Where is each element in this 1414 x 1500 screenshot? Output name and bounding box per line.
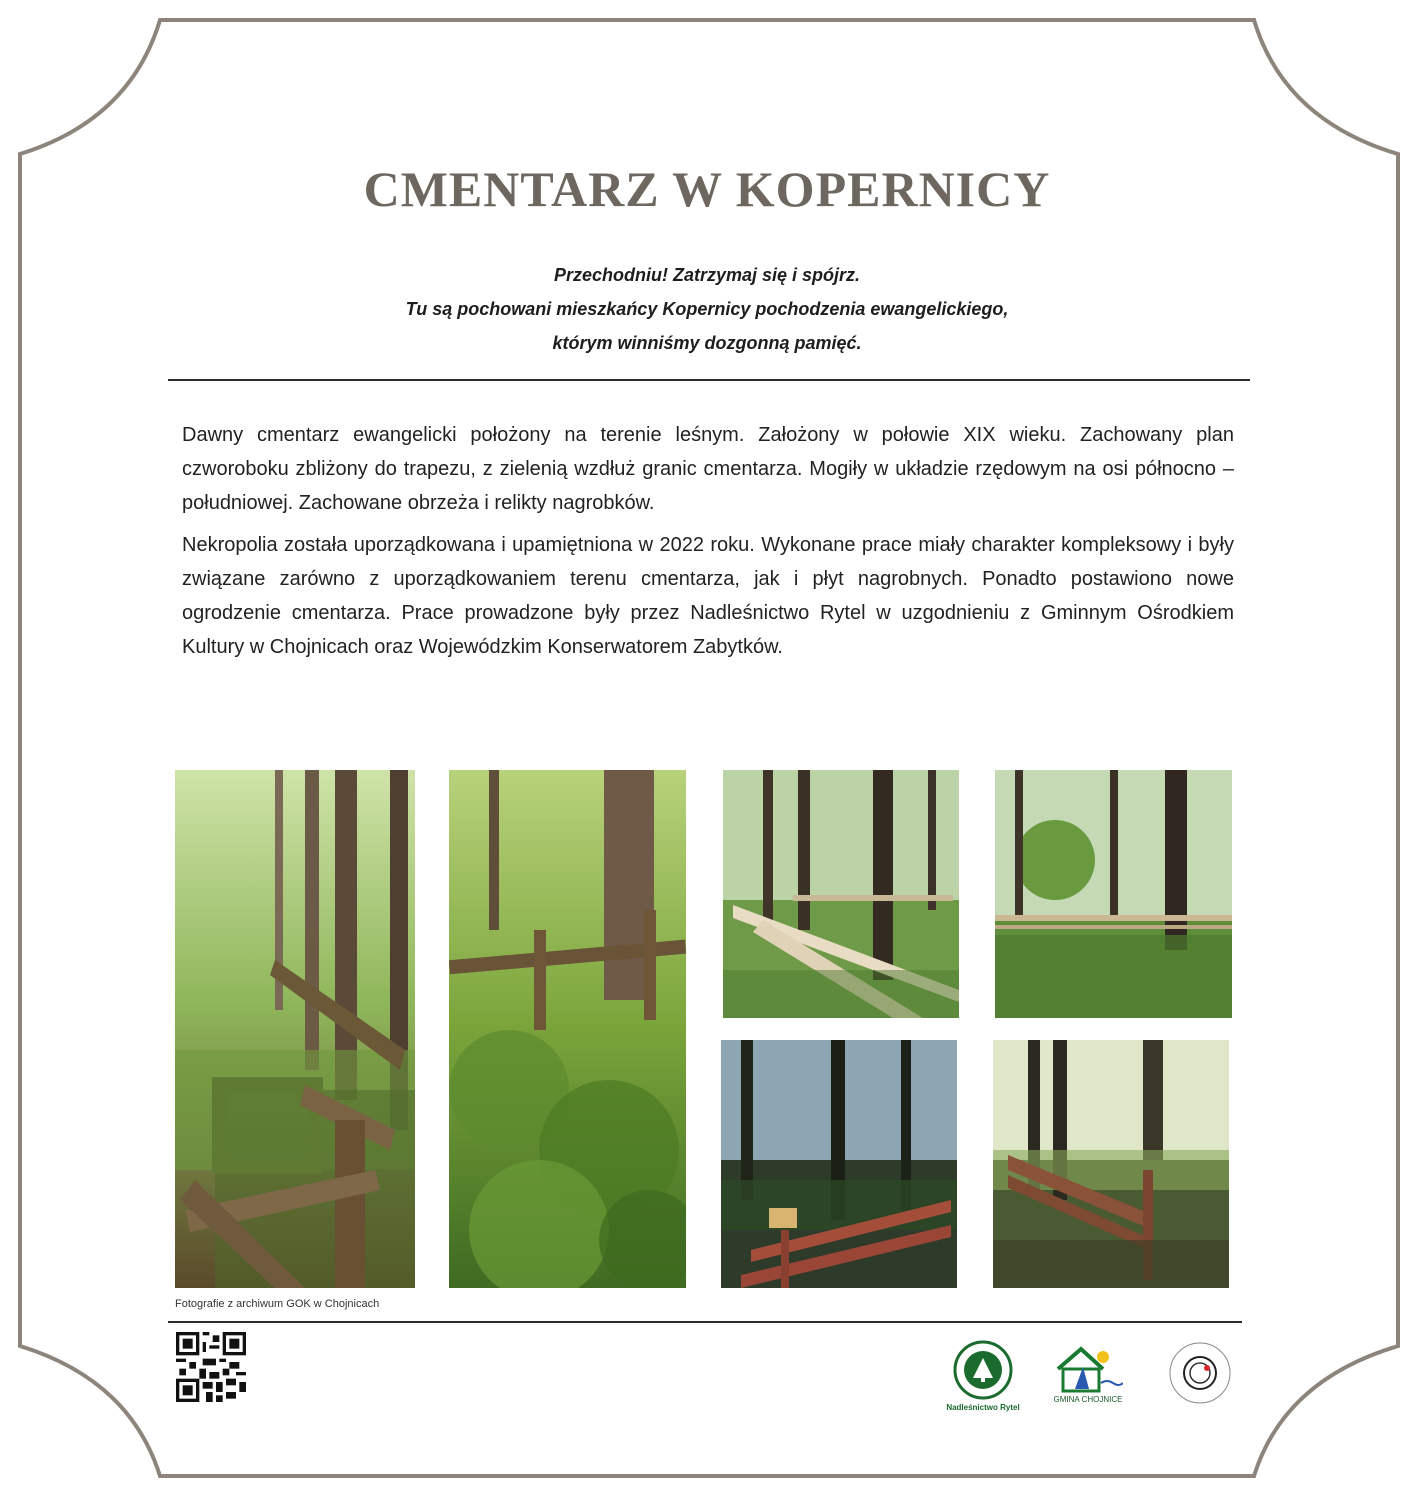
gok-chojnice-logo — [1165, 1338, 1235, 1408]
photo-new-fence-1 — [723, 770, 959, 1018]
photo-new-fence-4 — [993, 1040, 1229, 1288]
lasy-panstwowe-logo — [953, 1340, 1013, 1400]
qr-code-icon[interactable] — [176, 1332, 246, 1402]
description-paragraph-1: Dawny cmentarz ewangelicki położony na terenie leśnym. Założony w połowie XIX wieku. Zachowany plan czworoboku zbliżony do trapezu, z zielenią wzdłuż granic cmentarza. Mogiły w układzie rzędowym na osi północno – południowej. Zachowane obrzeża i relikty nagrobków. — [182, 424, 1234, 514]
photo-new-fence-2 — [995, 770, 1232, 1018]
gmina-chojnice-logo — [1053, 1345, 1123, 1395]
dedication-text — [200, 258, 1214, 360]
top-divider — [168, 379, 1250, 381]
dedication-line-2: Tu są pochowani mieszkańcy Kopernicy pochodzenia ewangelickiego, — [405, 299, 1009, 319]
gmina-chojnice-caption: GMINA CHOJNICE — [1053, 1395, 1123, 1404]
description-text — [182, 418, 1234, 672]
photo-credit: Fotografie z archiwum GOK w Chojnicach — [175, 1298, 380, 1310]
photo-forest-grave — [175, 770, 415, 1288]
page-title: CMENTARZ W KOPERNICY — [363, 161, 1051, 217]
dedication-line-1: Przechodniu! Zatrzymaj się i spójrz. — [553, 265, 861, 285]
dedication-line-3: którym winniśmy dozgonną pamięć. — [552, 333, 862, 353]
lasy-panstwowe-caption: Nadleśnictwo Rytel — [946, 1403, 1020, 1412]
photo-overgrown-fence — [449, 770, 686, 1288]
description-paragraph-2: Nekropolia została uporządkowana i upamiętniona w 2022 roku. Wykonane prace miały charakter kompleksowy i były związane zarówno z uporządkowaniem terenu cmentarza, jak i płyt nagrobnych. Ponadto postawiono nowe ogrodzenie cmentarza. Prace prowadzone były przez Nadleśnictwo Rytel w uzgodnieniu z Gminnym Ośrodkiem Kultury w Chojnicach oraz Wojewódzkim Konserwatorem Zabytków. — [182, 534, 1234, 658]
bottom-divider — [168, 1321, 1242, 1323]
photo-new-fence-3 — [721, 1040, 957, 1288]
